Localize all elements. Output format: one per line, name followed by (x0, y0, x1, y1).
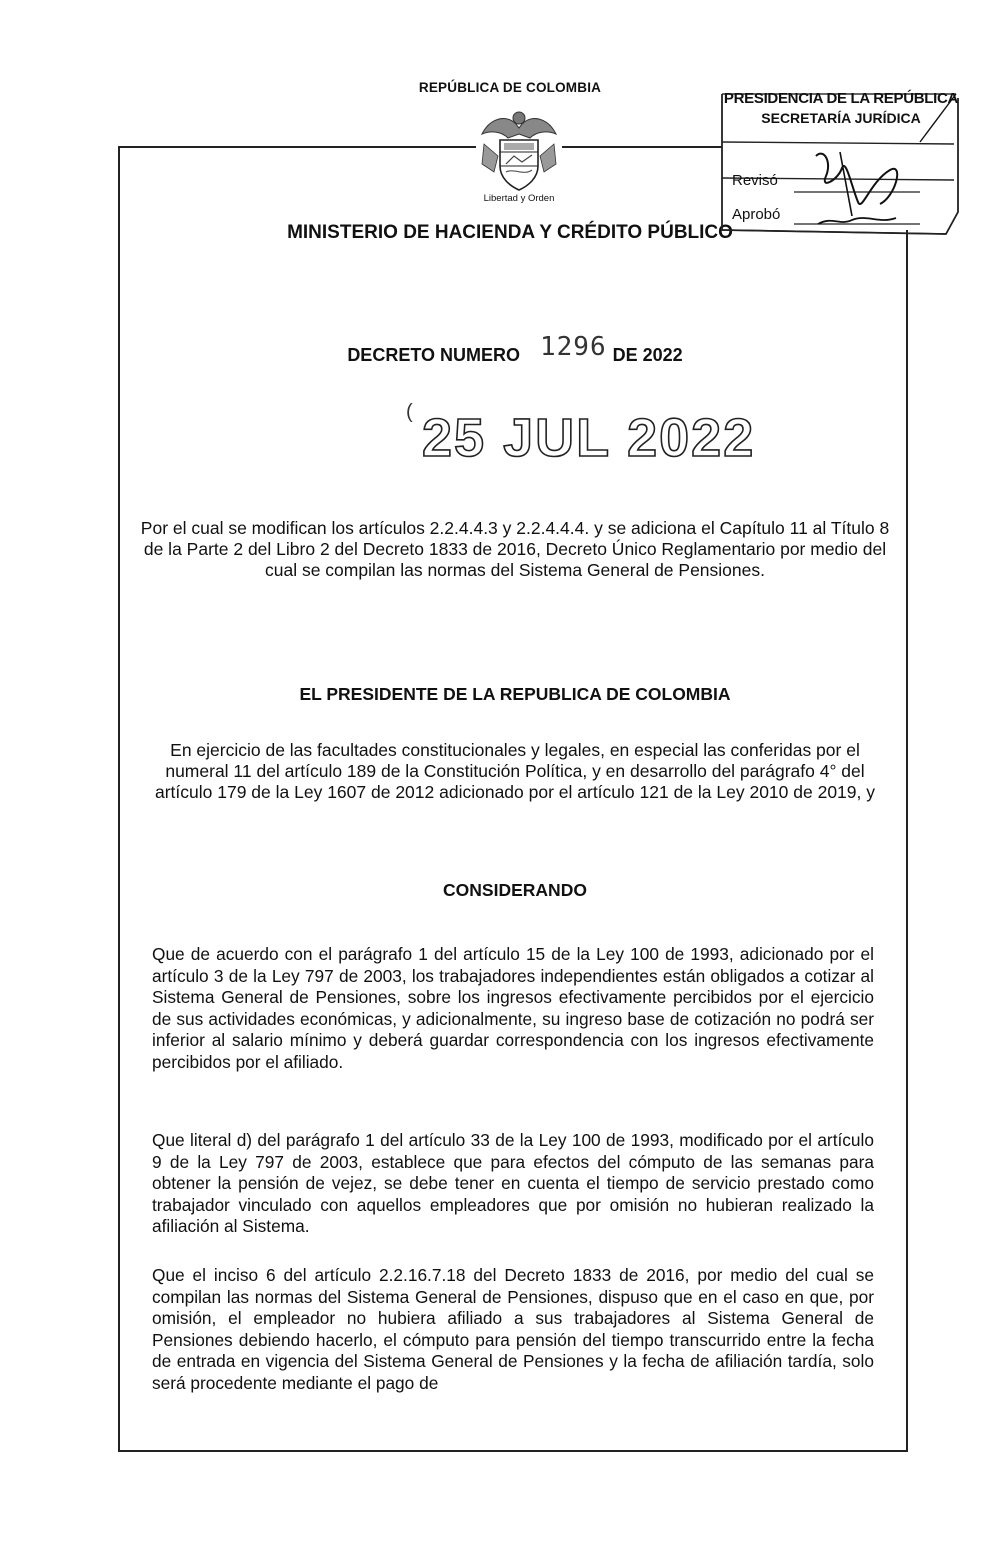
considering-paragraph-3: Que el inciso 6 del artículo 2.2.16.7.18 del Decreto 1833 de 2016, por medio del cual se compilan las normas del Sistema General de Pensiones, dispuso que en el caso en que, por omisión, el empleador no hubiera afiliado a sus trabajadores al Sistema General de Pensiones debiendo hacerlo, el cómputo para pensión del tiempo transcurrido entre la fecha de entrada en vigencia del Sistema General de Pensiones y la fecha de afiliación tardía, solo será procedente mediante el pago de (152, 1265, 874, 1393)
frame-top-right-rule (562, 146, 722, 148)
powers-paragraph: En ejercicio de las facultades constitucionales y legales, en especial las conferidas por el numeral 11 del artículo 189 de la Constitución Política, y en desarrollo del parágrafo 4° del artículo 179 de la Ley 1607 de 2012 adicionado por el artículo 121 de la Ley 2010 de 2019, y (155, 740, 875, 802)
country-heading: REPÚBLICA DE COLOMBIA (418, 80, 602, 95)
decree-number: 1296 (540, 332, 607, 362)
decree-prefix: DECRETO NUMERO (347, 345, 520, 365)
considering-heading: CONSIDERANDO (443, 880, 587, 900)
decree-number-line (120, 332, 910, 368)
stamp-aprobo-label: Aprobó (732, 206, 781, 223)
ministry-heading: MINISTERIO DE HACIENDA Y CRÉDITO PÚBLICO (287, 222, 733, 243)
frame-right-rule (906, 230, 908, 1452)
approval-stamp (720, 92, 960, 240)
stamp-secretaria-text: SECRETARÍA JURÍDICA (761, 110, 921, 126)
stamp-reviso-label: Revisó (732, 172, 778, 189)
decree-summary: Por el cual se modifican los artículos 2.2.4.4.3 y 2.2.4.4.4. y se adiciona el Capítulo 11 al Título 8 de la Parte 2 del Libro 2 del Decreto 1833 de 2016, Decreto Único Reglamentario por medio del cual se compilan las normas del Sistema General de Pensiones. (140, 518, 890, 580)
svg-text:(: ( (406, 401, 413, 423)
authority-heading: EL PRESIDENTE DE LA REPUBLICA DE COLOMBIA (299, 684, 731, 704)
stamp-presidencia-text: PRESIDENCIA DE LA REPÚBLICA (723, 90, 959, 107)
frame-top-left-rule (118, 146, 476, 148)
motto-text: Libertad y Orden (483, 193, 555, 204)
frame-bottom-rule (118, 1450, 908, 1452)
date-stamp (400, 398, 756, 468)
considering-paragraph-2: Que literal d) del parágrafo 1 del artículo 33 de la Ley 100 de 1993, modificado por el artículo 9 de la Ley 797 de 2003, establece que para efectos del cómputo de las semanas para obtener la pensión de vejez, se debe tener en cuenta el tiempo de servicio prestado como trabajador vinculado con aquellos empleadores que por omisión no hubieran realizado la afiliación al Sistema. (152, 1130, 874, 1237)
date-stamp-text: 25 JUL 2022 (422, 408, 756, 468)
decree-year: DE 2022 (612, 345, 683, 365)
coat-of-arms-icon (476, 104, 562, 194)
considering-paragraph-1: Que de acuerdo con el parágrafo 1 del artículo 15 de la Ley 100 de 1993, adicionado por el artículo 3 de la Ley 797 de 2003, los trabajadores independientes están obligados a cotizar al Sistema General de Pensiones, sobre los ingresos efectivamente percibidos por el ejercicio de sus actividades económicas, y adicionalmente, su ingreso base de cotización no podrá ser inferior al salario mínimo y deberá guardar correspondencia con los ingresos efectivamente percibidos por el afiliado. (152, 944, 874, 1072)
